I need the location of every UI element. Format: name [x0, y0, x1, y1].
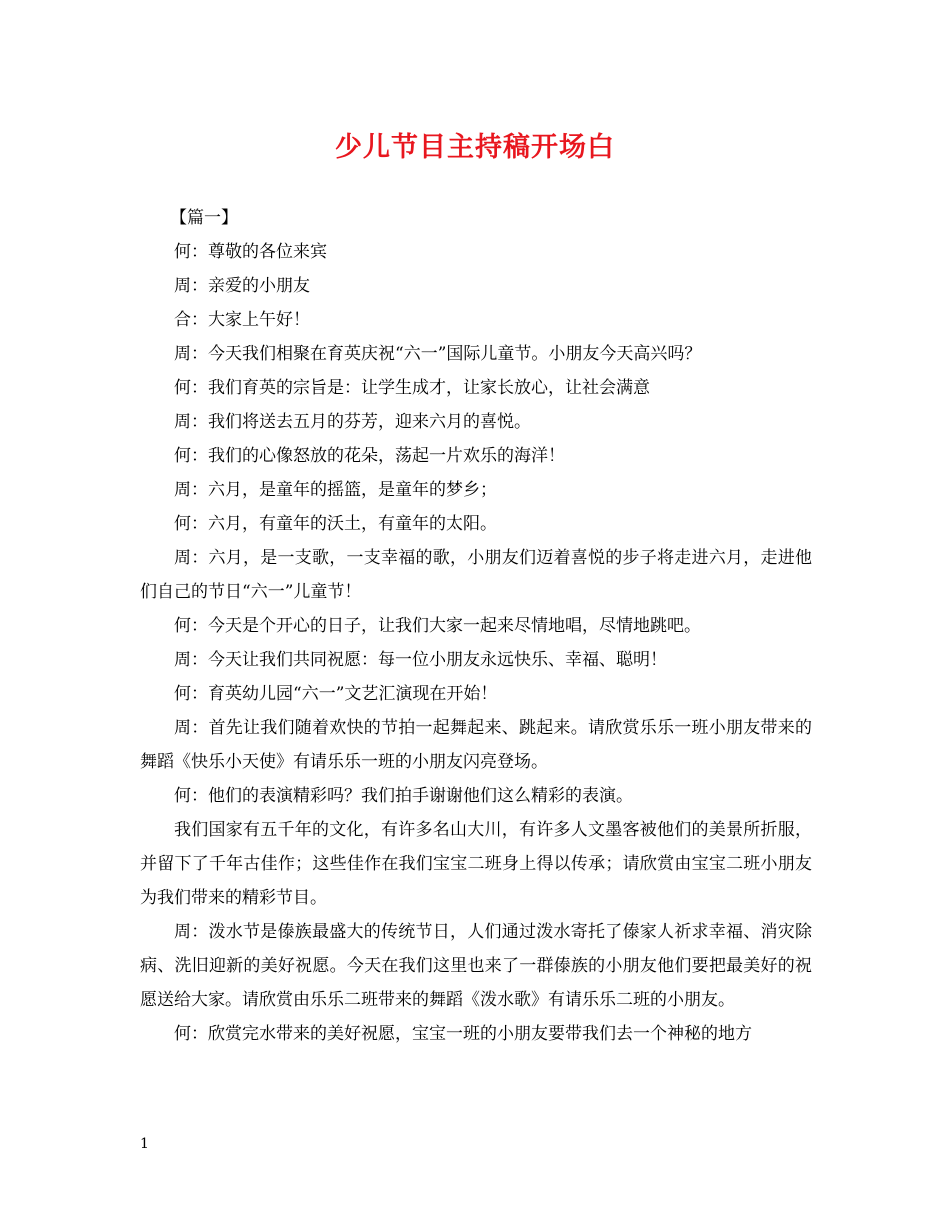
paragraph: 周：泼水节是傣族最盛大的传统节日，人们通过泼水寄托了傣家人祈求幸福、消灾除病、洗旧迎新的美好祝愿。今天在我们这里也来了一群傣族的小朋友他们要把最美好的祝愿送给大家。请欣赏由乐乐二班带来的舞蹈《泼水歌》有请乐乐二班的小朋友。: [140, 922, 812, 1010]
paragraph: 周：我们将送去五月的芬芳，迎来六月的喜悦。: [174, 412, 531, 432]
paragraph: 周：首先让我们随着欢快的节拍一起舞起来、跳起来。请欣赏乐乐一班小朋友带来的舞蹈《快乐小天使》有请乐乐一班的小朋友闪亮登场。: [140, 718, 812, 772]
document-body: [140, 201, 812, 1051]
paragraph: 何：今天是个开心的日子，让我们大家一起来尽情地唱，尽情地跳吧。: [174, 616, 701, 636]
paragraph: 何：我们的心像怒放的花朵，荡起一片欢乐的海洋！: [174, 446, 565, 466]
paragraph: 周：亲爱的小朋友: [174, 276, 310, 296]
paragraph: 何：育英幼儿园“六一”文艺汇演现在开始！: [174, 684, 498, 704]
paragraph: 何：我们育英的宗旨是：让学生成才，让家长放心，让社会满意: [174, 378, 650, 398]
page-title: 少儿节目主持稿开场白: [335, 132, 615, 163]
paragraph: 合：大家上午好！: [174, 310, 310, 330]
paragraph: 周：六月，是一支歌，一支幸福的歌，小朋友们迈着喜悦的步子将走进六月，走进他们自己的节日“六一”儿童节！: [140, 548, 812, 602]
paragraph: 何：六月，有童年的沃土，有童年的太阳。: [174, 514, 497, 534]
paragraph: 周：今天让我们共同祝愿：每一位小朋友永远快乐、幸福、聪明！: [174, 650, 667, 670]
paragraph: 周：今天我们相聚在育英庆祝“六一”国际儿童节。小朋友今天高兴吗？: [174, 344, 702, 364]
paragraph: 何：欣赏完水带来的美好祝愿，宝宝一班的小朋友要带我们去一个神秘的地方: [174, 1024, 752, 1044]
page-number: 1: [140, 1136, 149, 1152]
paragraph: 何：他们的表演精彩吗？我们拍手谢谢他们这么精彩的表演。: [174, 786, 633, 806]
paragraph: 周：六月，是童年的摇篮，是童年的梦乡；: [174, 480, 497, 500]
paragraph: 我们国家有五千年的文化，有许多名山大川，有许多人文墨客被他们的美景所折服，并留下了千年古佳作；这些佳作在我们宝宝二班身上得以传承；请欣赏由宝宝二班小朋友为我们带来的精彩节目。: [140, 820, 812, 908]
section-heading: 【篇一】: [170, 208, 238, 228]
paragraph: 何：尊敬的各位来宾: [174, 242, 327, 262]
